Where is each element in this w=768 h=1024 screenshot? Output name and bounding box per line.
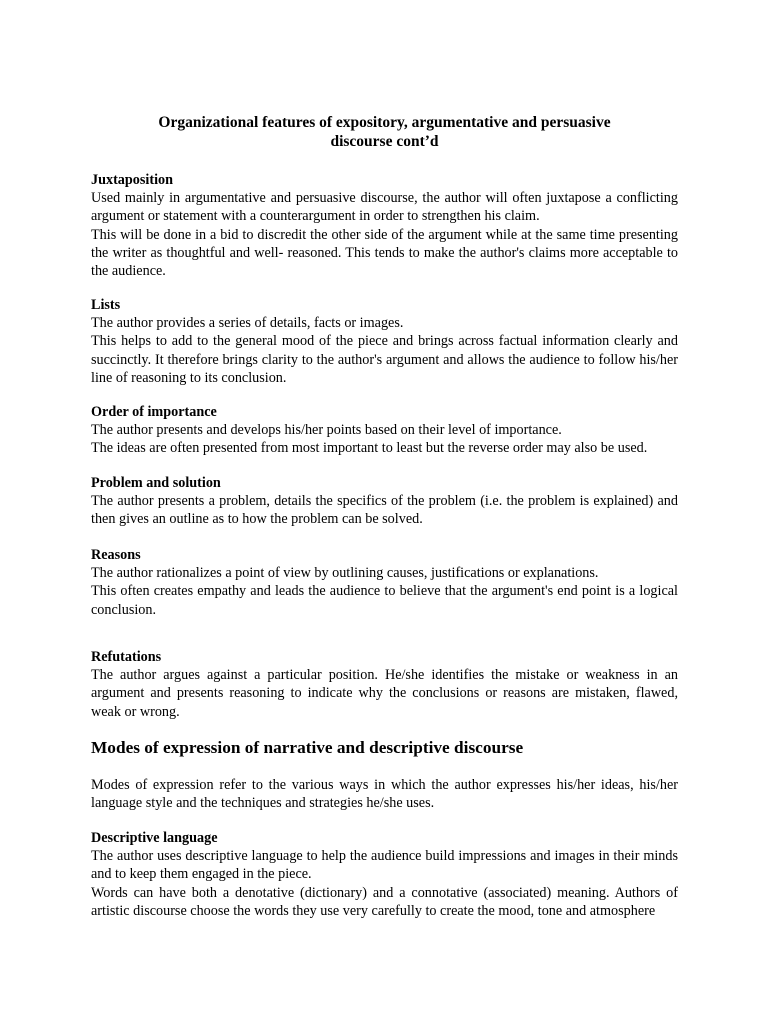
section-heading: Reasons xyxy=(91,547,141,563)
section-refutations xyxy=(91,648,678,721)
modes-heading: Modes of expression of narrative and descriptive discourse xyxy=(91,738,524,757)
section-heading: Lists xyxy=(91,297,121,313)
paragraph: Used mainly in argumentative and persuasive discourse, the author will often juxtapose a conflicting argument or statement with a counterargument in order to strengthen his claim. xyxy=(91,190,678,225)
section-heading: Juxtaposition xyxy=(91,172,173,188)
paragraph: The author presents and develops his/her points based on their level of importance. xyxy=(91,422,562,439)
paragraph: This helps to add to the general mood of the piece and brings across factual information clearly and succinctly. It therefore brings clarity to the author's argument and allows the audience to follow his/her line of reasoning to its conclusion. xyxy=(91,333,678,386)
section-heading: Problem and solution xyxy=(91,475,221,491)
section-heading: Order of importance xyxy=(91,404,217,420)
paragraph: Words can have both a denotative (dictionary) and a connotative (associated) meaning. Authors of artistic discourse choose the words they use very carefully to create the mood, tone and atmosphere xyxy=(91,884,678,919)
section-order-of-importance xyxy=(91,403,678,458)
paragraph: The author presents a problem, details the specifics of the problem (i.e. the problem is explained) and then gives an outline as to how the problem can be solved. xyxy=(91,493,678,528)
paragraph: This often creates empathy and leads the audience to believe that the argument's end point is a logical conclusion. xyxy=(91,583,678,618)
page-title-line-1: Organizational features of expository, argumentative and persuasive xyxy=(158,114,611,131)
paragraph: The author uses descriptive language to help the audience build impressions and images in their minds and to keep them engaged in the piece. xyxy=(91,848,678,883)
paragraph: The author argues against a particular position. He/she identifies the mistake or weakness in an argument and presents reasoning to indicate why the conclusions or reasons are mistaken, flawed, weak or wrong. xyxy=(91,667,678,720)
paragraph: This will be done in a bid to discredit the other side of the argument while at the same time presenting the writer as thoughtful and well- reasoned. This tends to make the author's claims more acceptable to the audience. xyxy=(91,226,678,280)
section-heading: Refutations xyxy=(91,649,162,665)
page-title xyxy=(91,113,678,151)
paragraph: The author provides a series of details, facts or images. xyxy=(91,315,404,332)
section-juxtaposition xyxy=(91,171,678,280)
paragraph: The ideas are often presented from most important to least but the reverse order may also be used. xyxy=(91,440,648,457)
section-modes xyxy=(91,776,678,812)
section-problem-and-solution xyxy=(91,474,678,529)
paragraph: The author rationalizes a point of view by outlining causes, justifications or explanations. xyxy=(91,565,599,582)
page-title-line-2: discourse cont’d xyxy=(330,133,439,150)
section-heading: Descriptive language xyxy=(91,830,218,846)
section-descriptive-language xyxy=(91,829,678,920)
paragraph: Modes of expression refer to the various ways in which the author expresses his/her ideas, his/her language style and the techniques and strategies he/she uses. xyxy=(91,777,678,812)
section-reasons xyxy=(91,546,678,619)
section-lists xyxy=(91,296,678,387)
